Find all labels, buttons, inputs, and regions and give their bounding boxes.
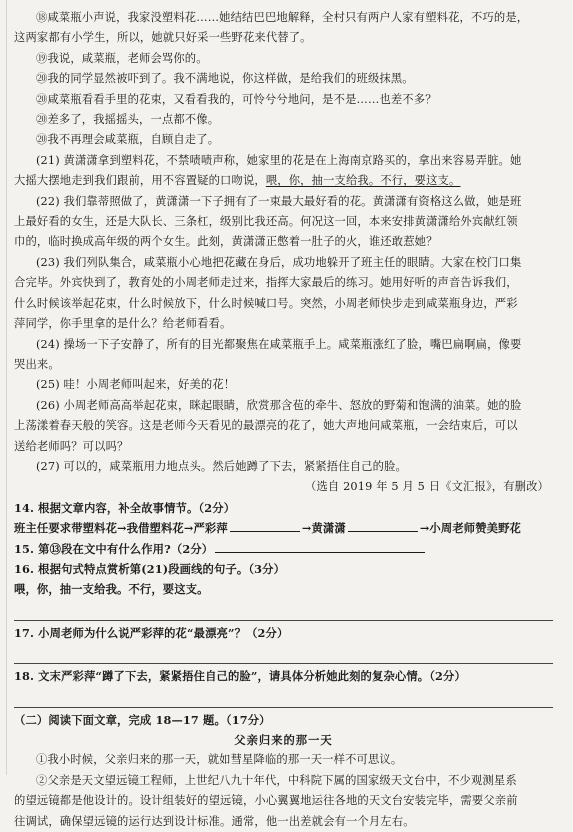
flow-part-c: →小周老师赞美野花 xyxy=(419,521,522,536)
para-20c: ⑳差多了，我摇摇头，一点都不像。 xyxy=(36,113,220,127)
flow-part-b: →黄潇潇 xyxy=(301,521,346,536)
para-26-line-1: (26) 小周老师高高举起花束，眯起眼睛，欣赏那含苞的牵牛、怒放的野菊和饱满的油菜。她的脸 xyxy=(36,398,522,412)
para-19: ⑲我说，咸菜瓶，老师会骂你的。 xyxy=(36,51,208,65)
para-24-line-1: (24) 操场一下子安静了，所有的目光都聚焦在咸菜瓶手上。咸菜瓶涨红了脸，嘴巴扁啊扁，像要 xyxy=(36,337,522,351)
para-23-line-2: 合完毕。外宾快到了，教育处的小周老师走过来，指挥大家最后的练习。她用好听的声音告诉我们， xyxy=(14,276,518,290)
para-21-underlined-sentence: 喂，你，抽一支给我。不行，要这支。 xyxy=(265,174,461,188)
para-20d: ⑳我不再理会咸菜瓶，自顾自走了。 xyxy=(36,133,220,147)
para-20a: ⑳我的同学显然被吓到了。我不满地说，你这样做，是给我们的班级抹黑。 xyxy=(36,72,414,86)
section-2-heading: （二）阅读下面文章，完成 18—17 题。（17分） xyxy=(14,712,271,727)
para-24-line-2: 哭出来。 xyxy=(14,357,60,371)
article-title: 父亲归来的那一天 xyxy=(234,733,333,747)
source-citation: （选自 2019 年 5 月 5 日《文汇报》，有删改） xyxy=(305,480,549,494)
binding-edge xyxy=(6,0,7,775)
para-23-line-4: 萍同学，你手里拿的是什么？给老师看看。 xyxy=(14,317,232,331)
question-15-text: 15. 第⑬段在文中有什么作用?（2分） xyxy=(14,541,214,556)
question-16-quote: 喂，你，抽一支给我。不行，要这支。 xyxy=(14,582,209,597)
question-17: 17. 小周老师为什么说严彩萍的花“最漂亮”？（2分） xyxy=(14,625,289,640)
question-16: 16. 根据句式特点赏析第(21)段画线的句子。（3分） xyxy=(14,561,286,576)
answer-blank-15[interactable] xyxy=(215,540,425,553)
answer-blank-1[interactable] xyxy=(230,519,300,532)
question-15 xyxy=(14,539,553,559)
flow-part-a: 班主任要求带塑料花→我借塑料花→严彩萍 xyxy=(14,521,228,536)
answer-line-18[interactable] xyxy=(14,689,553,708)
para-22-line-2: 上最好看的女生，还是大队长、三条杠，级别比我还高。何况这一回，本来安排黄潇潇给外宾献红领 xyxy=(14,215,518,229)
para-21-line-2 xyxy=(14,171,553,191)
para-27: (27) 可以的，咸菜瓶用力地点头。然后她蹲了下去，紧紧捂住自己的脸。 xyxy=(36,459,407,473)
para-26-line-3: 送给老师吗？可以吗？ xyxy=(14,439,129,453)
para-22-line-1: (22) 我们靠蒂照做了，黄潇潇一下子拥有了一束最大最好看的花。黄潇潇有资格这么做，她是班 xyxy=(36,194,522,208)
answer-line-16[interactable] xyxy=(14,602,553,621)
answer-line-17[interactable] xyxy=(14,645,553,664)
para-25: (25) 哇！小周老师叫起来，好美的花！ xyxy=(36,378,236,392)
para-21-text: 大摇大摆地走到我们跟前，用不容置疑的口吻说， xyxy=(14,174,266,188)
section-2-para-2-line-2: 的望远镜都是他设计的。设计组装好的望远镜，小心翼翼地运往各地的天文台安装完毕，需要父亲前 xyxy=(14,794,518,808)
section-2-para-2-line-1: ②父亲是天文望远镜工程师，上世纪八九十年代，中科院下属的国家级天文台中，不少观测星系 xyxy=(36,773,517,787)
para-20b: ⑳咸菜瓶看看手里的花束，又看看我的，可怜兮兮地问，是不是……也差不多？ xyxy=(36,92,437,106)
para-21-line-1: (21) 黄潇潇拿到塑料花，不禁啧啧声称，她家里的花是在上海南京路买的，拿出来容易弄脏。她 xyxy=(36,153,522,167)
para-23-line-3: 什么时候该举起花束，什么时候放下，什么时候喊口号。突然，小周老师快步走到咸菜瓶身边，严彩 xyxy=(14,296,518,310)
para-22-line-3: 巾的，临时换成高年级的两个女生。此刻，黄潇潇正憋着一肚子的火，谁还敢惹她？ xyxy=(14,235,438,249)
question-18: 18. 文末严彩萍“蹲了下去，紧紧捂住自己的脸”，请具体分析她此刻的复杂心情。（2分） xyxy=(14,669,466,684)
section-2-para-2-line-3: 往调试，确保望远镜的运行达到设计标准。通常，他一出差就会有一个月左右。 xyxy=(14,814,415,828)
para-18-line-2: 这两家都有小学生，所以，她就只好采一些野花来代替了。 xyxy=(14,31,312,45)
para-18-line-1: ⑱咸菜瓶小声说，我家没塑料花……她结结巴巴地解释，全村只有两户人家有塑料花，不巧的是， xyxy=(36,11,529,24)
answer-blank-2[interactable] xyxy=(348,519,418,532)
para-23-line-1: (23) 我们列队集合，咸菜瓶小心地把花藏在身后，成功地躲开了班主任的眼睛。大家在校门口集 xyxy=(36,255,522,269)
section-2-para-1: ①我小时候，父亲归来的那一天，就如彗星降临的那一天一样不可思议。 xyxy=(36,753,403,767)
question-14: 14. 根据文章内容，补全故事情节。（2分） xyxy=(14,500,236,515)
para-26-line-2: 上荡漾着春天般的笑容。这是老师今天看见的最漂亮的花了，她大声地问咸菜瓶，一会结束后，可以 xyxy=(14,419,518,433)
question-14-flow xyxy=(14,518,553,538)
